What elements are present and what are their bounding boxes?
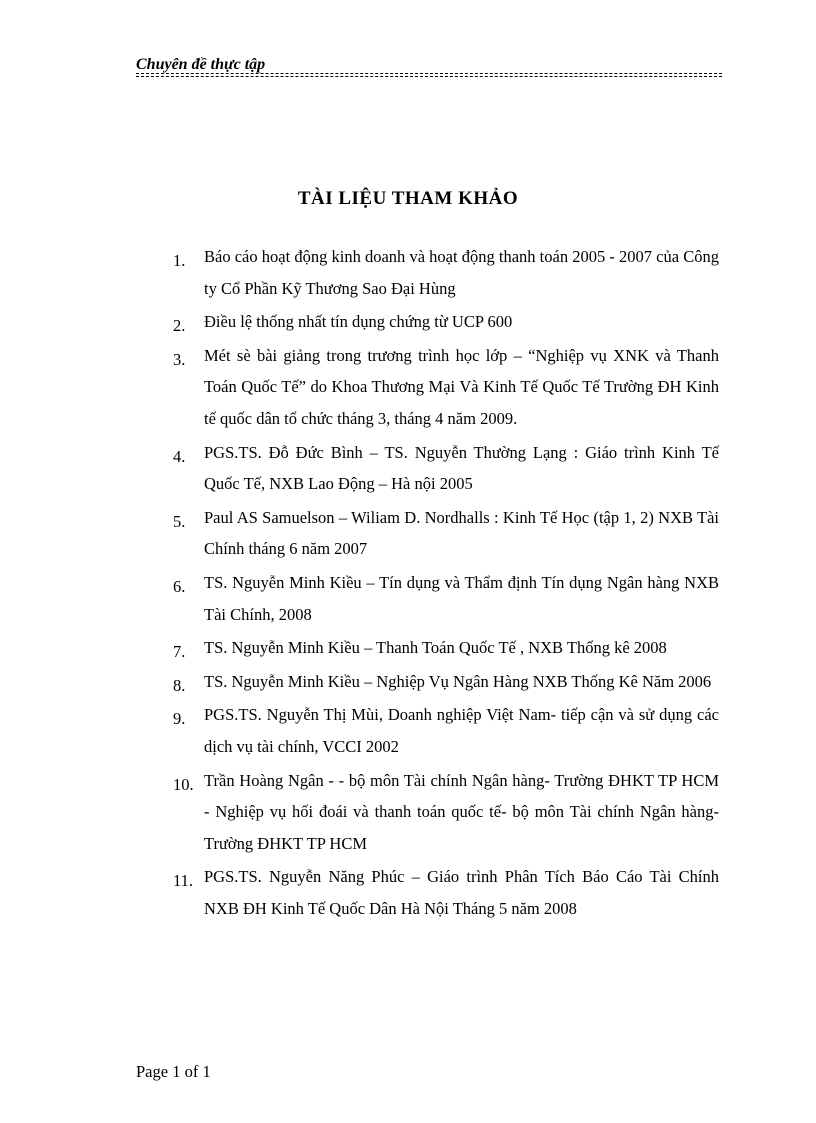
reference-text: PGS.TS. Nguyễn Thị Mùi, Doanh nghiệp Việt Nam- tiếp cận và sử dụng các dịch vụ tài chính, VCCI 2002 <box>204 705 719 756</box>
reference-text: Báo cáo hoạt động kinh doanh và hoạt động thanh toán 2005 - 2007 của Công ty Cổ Phần Kỹ Thương Sao Đại Hùng <box>204 247 719 298</box>
reference-item <box>173 861 719 924</box>
reference-text: PGS.TS. Đỗ Đức Bình – TS. Nguyễn Thường Lạng : Giáo trình Kinh Tế Quốc Tế, NXB Lao Động – Hà nội 2005 <box>204 442 719 494</box>
reference-item <box>173 306 719 338</box>
reference-number: 9. <box>173 709 186 729</box>
reference-item <box>173 437 719 500</box>
reference-text: Paul AS Samuelson – Wiliam D. Nordhalls : Kinh Tế Học (tập 1, 2) NXB Tài Chính tháng 6 năm 2007 <box>204 507 719 559</box>
reference-item <box>173 666 719 698</box>
reference-number: 5. <box>173 511 186 531</box>
page-header <box>136 54 722 78</box>
header-title: Chuyên đề thực tập <box>136 56 266 73</box>
reference-text: Mét sè bài giảng trong trương trình học lớp – “Nghiệp vụ XNK và Thanh Toán Quốc Tế” do Khoa Thương Mại Và Kinh Tế Quốc Tế Trường ĐH Kinh tế quốc dân tổ chức tháng 3, tháng 4 năm 2009. <box>204 345 719 428</box>
header-divider <box>136 73 722 74</box>
reference-item <box>173 241 719 304</box>
reference-item <box>173 567 719 630</box>
reference-item <box>173 502 719 565</box>
reference-number: 1. <box>173 251 186 270</box>
reference-text: TS. Nguyễn Minh Kiều – Thanh Toán Quốc Tế , NXB Thống kê 2008 <box>204 638 667 658</box>
reference-number: 8. <box>173 675 186 695</box>
reference-number: 10. <box>173 774 194 794</box>
reference-text: Điều lệ thống nhất tín dụng chứng từ UCP 600 <box>204 312 513 332</box>
reference-list <box>173 241 719 926</box>
reference-number: 11. <box>173 871 194 891</box>
reference-text: Trần Hoàng Ngân - - bộ môn Tài chính Ngân hàng- Trường ĐHKT TP HCM - Nghiệp vụ hối đoái và thanh toán quốc tế- bộ môn Tài chính Ngân hàng- Trường ĐHKT TP HCM <box>204 770 719 853</box>
reference-item <box>173 699 719 762</box>
reference-number: 3. <box>173 349 186 369</box>
reference-number: 6. <box>173 576 186 596</box>
reference-number: 7. <box>173 642 186 662</box>
header-divider-secondary <box>136 76 722 77</box>
reference-text: TS. Nguyễn Minh Kiều – Nghiệp Vụ Ngân Hàng NXB Thống Kê Năm 2006 <box>204 671 712 691</box>
reference-number: 4. <box>173 446 186 466</box>
page-footer: Page 1 of 1 <box>136 1062 211 1081</box>
reference-item <box>173 765 719 860</box>
reference-item <box>173 340 719 435</box>
reference-number: 2. <box>173 316 186 336</box>
reference-item <box>173 632 719 664</box>
document-title: TÀI LIỆU THAM KHẢO <box>297 188 519 209</box>
reference-text: TS. Nguyễn Minh Kiều – Tín dụng và Thẩm định Tín dụng Ngân hàng NXB Tài Chính, 2008 <box>204 572 719 624</box>
reference-text: PGS.TS. Nguyễn Năng Phúc – Giáo trình Phân Tích Báo Cáo Tài Chính NXB ĐH Kinh Tế Quốc Dân Hà Nội Tháng 5 năm 2008 <box>204 867 719 918</box>
